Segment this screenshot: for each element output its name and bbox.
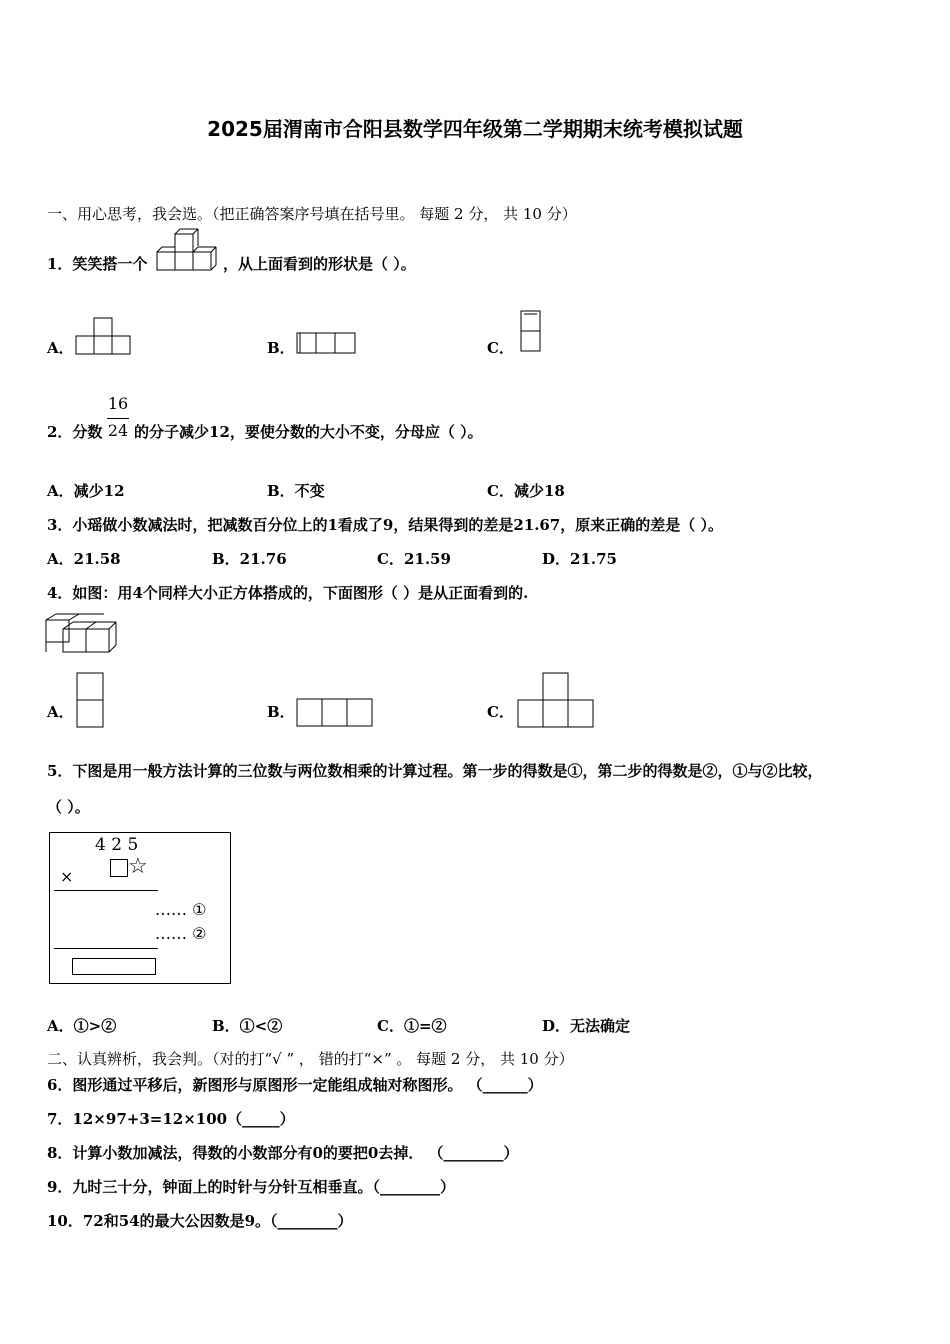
q5-option-c[interactable]: C．①=②: [377, 1017, 447, 1035]
q5-line-bottom: [54, 948, 158, 949]
q4-option-b[interactable]: B．: [267, 703, 295, 721]
q3-option-c[interactable]: C．21.59: [377, 550, 451, 568]
q5-option-d[interactable]: D．无法确定: [542, 1017, 631, 1035]
q5-times-sign: ×: [60, 867, 74, 886]
q2-option-a[interactable]: A．减少12: [47, 482, 125, 500]
q1-option-c-figure[interactable]: [521, 311, 543, 353]
q2-option-c[interactable]: C．减少18: [487, 482, 565, 500]
q2-numerator: 16: [107, 394, 129, 413]
q4-option-a[interactable]: A．: [47, 703, 74, 721]
q10-text[interactable]: 10．72和54的最大公因数是9。（________）: [47, 1212, 353, 1230]
q3-option-a[interactable]: A．21.58: [47, 550, 121, 568]
q4-option-b-figure[interactable]: [297, 699, 375, 728]
q7-text[interactable]: 7．12×97+3=12×100（_____）: [47, 1110, 295, 1128]
q5-star-digit: ☆: [128, 854, 148, 879]
q3-option-d[interactable]: D．21.75: [542, 550, 617, 568]
section-1-heading: 一、用心思考，我会选。（把正确答案序号填在括号里。 每题 2 分， 共 10 分）: [47, 205, 577, 223]
q1-option-b[interactable]: B．: [267, 339, 295, 357]
q5-step2-mark: …… ②: [155, 924, 207, 943]
q5-step1-mark: …… ①: [155, 900, 207, 919]
q5-line1: 5．下图是用一般方法计算的三位数与两位数相乘的计算过程。第一步的得数是①，第二步的得数是②，①与②比较，: [47, 762, 823, 780]
q1-option-a[interactable]: A．: [47, 339, 74, 357]
q1-prefix: 1．笑笑搭一个: [47, 255, 148, 273]
q1-suffix: ，从上面看到的形状是（ ）。: [223, 255, 416, 273]
q2-suffix: 的分子减少12，要使分数的大小不变，分母应（ ）。: [134, 423, 483, 441]
q5-multiplicand: 4 2 5: [95, 835, 139, 855]
q5-box-digit: [110, 859, 128, 877]
q5-option-a[interactable]: A．①>②: [47, 1017, 117, 1035]
q2-fraction-bar: [107, 418, 129, 419]
q1-option-b-figure[interactable]: [297, 333, 357, 355]
q4-option-c[interactable]: C．: [487, 703, 514, 721]
q4-option-c-figure[interactable]: [518, 673, 596, 729]
page-title: 2025届渭南市合阳县数学四年级第二学期期末统考模拟试题: [207, 117, 743, 141]
q5-multiplication-figure: [49, 832, 231, 984]
q4-option-a-figure[interactable]: [77, 673, 105, 729]
q1-option-c[interactable]: C．: [487, 339, 514, 357]
q6-text[interactable]: 6．图形通过平移后，新图形与原图形一定能组成轴对称图形。 （______）: [47, 1076, 543, 1094]
q5-line-top: [54, 890, 158, 891]
q2-denominator: 24: [107, 421, 129, 440]
q2-option-b[interactable]: B．不变: [267, 482, 325, 500]
q4-text: 4．如图：用4个同样大小正方体搭成的，下面图形（ ）是从正面看到的.: [47, 584, 529, 602]
q4-cube-figure: [46, 612, 120, 656]
q1-option-a-figure[interactable]: [76, 318, 132, 356]
q5-option-b[interactable]: B．①<②: [212, 1017, 283, 1035]
q8-text[interactable]: 8．计算小数加减法，得数的小数部分有0的要把0去掉． （________）: [47, 1144, 519, 1162]
section-2-heading: 二、认真辨析，我会判。（对的打“√ ” ， 错的打“×” 。 每题 2 分， 共 10 分）: [47, 1050, 574, 1068]
q2-prefix: 2．分数: [47, 423, 103, 441]
q3-option-b[interactable]: B．21.76: [212, 550, 287, 568]
q3-text: 3．小瑶做小数减法时，把减数百分位上的1看成了9，结果得到的差是21.67，原来正确的差是（ ）。: [47, 516, 724, 534]
q1-cube-figure: [157, 228, 219, 273]
q5-line2: （ ）。: [47, 798, 90, 816]
q5-result-box: [72, 958, 156, 975]
q9-text[interactable]: 9．九时三十分，钟面上的时针与分针互相垂直。（________）: [47, 1178, 455, 1196]
